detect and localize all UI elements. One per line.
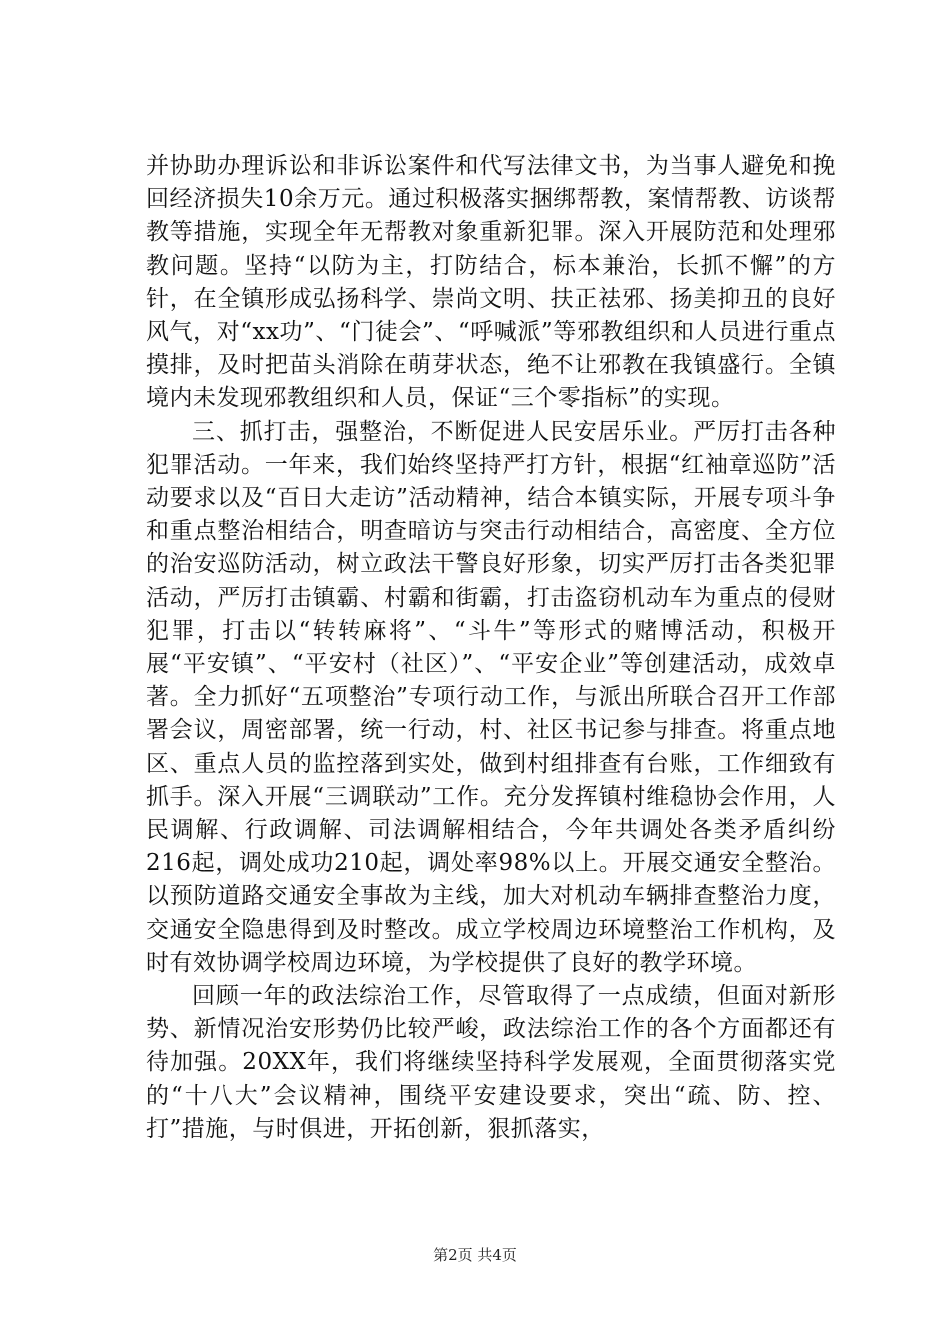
paragraph-review: 回顾一年的政法综治工作，尽管取得了一点成绩，但面对新形势、新情况治安形势仍比较严峻，政法综治工作的各个方面都还有待加强。20XX年，我们将继续坚持科学发展观，全面贯彻落实党的“十八大”会议精神，围绕平安建设要求，突出“疏、防、控、打”措施，与时俱进，开拓创新，狠抓落实， [146, 983, 836, 1142]
page-number: 第2页 共4页 [433, 1246, 517, 1264]
paragraph-continued: 并协助办理诉讼和非诉讼案件和代写法律文书，为当事人避免和挽回经济损失10余万元。通过积极落实捆绑帮教，案情帮教、访谈帮教等措施，实现全年无帮教对象重新犯罪。深入开展防范和处理邪教问题。坚持“以防为主，打防结合，标本兼治，长抓不懈”的方针，在全镇形成弘扬科学、崇尚文明、扶正祛邪、扬美抑丑的良好风气，对“xx功”、“门徒会”、“呼喊派”等邪教组织和人员进行重点摸排，及时把苗头消除在萌芽状态，绝不让邪教在我镇盛行。全镇境内未发现邪教组织和人员，保证“三个零指标”的实现。 [146, 153, 836, 412]
paragraph-section-three: 三、抓打击，强整治，不断促进人民安居乐业。严厉打击各种犯罪活动。一年来，我们始终坚持严打方针，根据“红袖章巡防”活动要求以及“百日大走访”活动精神，结合本镇实际，开展专项斗争和重点整治相结合，明查暗访与突击行动相结合，高密度、全方位的治安巡防活动，树立政法干警良好形象，切实严厉打击各类犯罪活动，严厉打击镇霸、村霸和街霸，打击盗窃机动车为重点的侵财犯罪，打击以“转转麻将”、“斗牛”等形式的赌博活动，积极开展“平安镇”、“平安村（社区）”、“平安企业”等创建活动，成效卓著。全力抓好“五项整治”专项行动工作，与派出所联合召开工作部署会议，周密部署，统一行动，村、社区书记参与排查。将重点地区、重点人员的监控落到实处，做到村组排查有台账，工作细致有抓手。深入开展“三调联动”工作。充分发挥镇村维稳协会作用，人民调解、行政调解、司法调解相结合，今年共调处各类矛盾纠纷216起，调处成功210起，调处率98%以上。开展交通安全整治。以预防道路交通安全事故为主线，加大对机动车辆排查整治力度，交通安全隐患得到及时整改。成立学校周边环境整治工作机构，及时有效协调学校周边环境，为学校提供了良好的教学环境。 [146, 418, 836, 976]
document-body [146, 150, 836, 1146]
page-footer [0, 1244, 950, 1265]
